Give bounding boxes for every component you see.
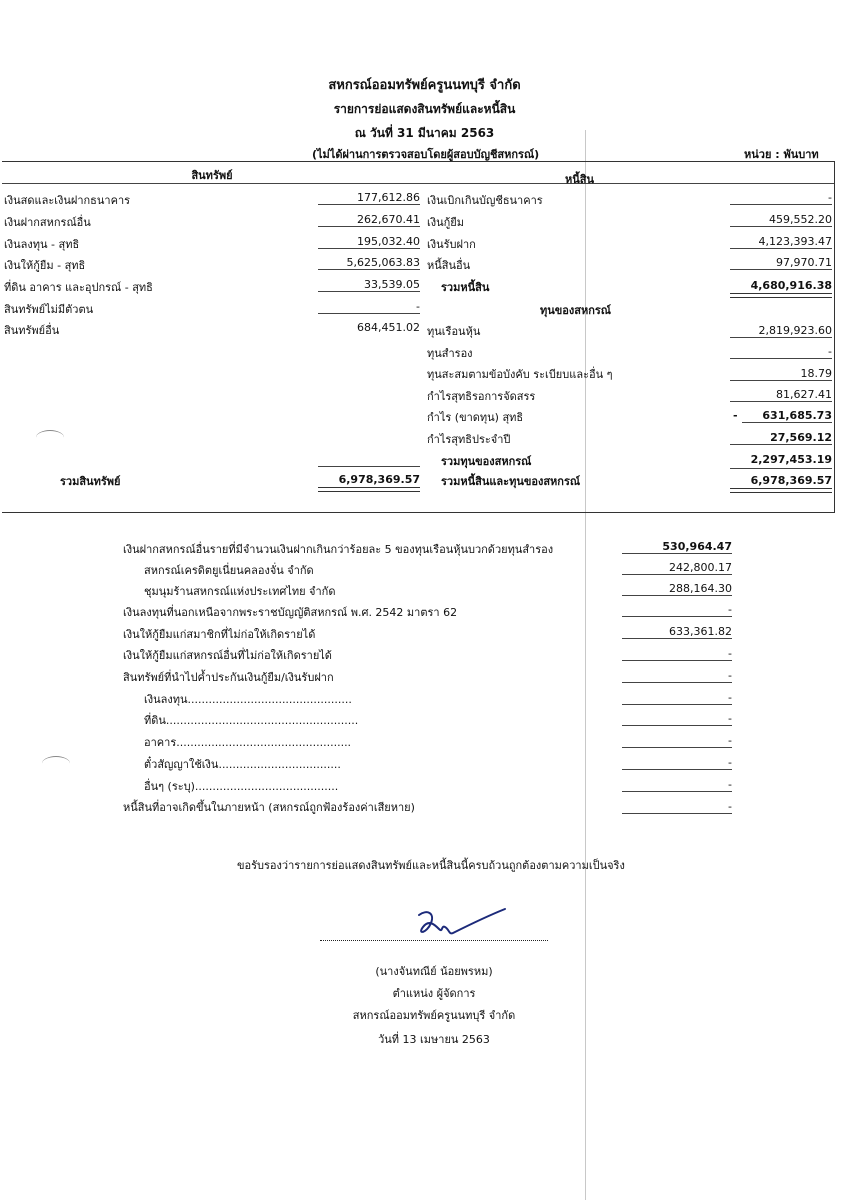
scan-mark [42,756,70,771]
equity-value: 81,627.41 [730,388,832,402]
note-value: - [622,778,732,792]
equity-total-value: 2,297,453.19 [750,453,832,466]
asset-value: 262,670.41 [318,213,420,227]
equity-total-rule [730,468,832,469]
note-label: เงินให้กู้ยืมแก่สมาชิกที่ไม่ก่อให้เกิดรายได้ [123,628,316,641]
note-value: 633,361.82 [622,625,732,639]
equity-label: ทุนสะสมตามข้อบังคับ ระเบียบและอื่น ๆ [427,368,613,381]
note-label: เงินลงทุนที่นอกเหนือจากพระราชบัญญัติสหกรณ์ พ.ศ. 2542 มาตรา 62 [123,606,458,619]
signer-org: สหกรณ์ออมทรัพย์ครูนนทบุรี จำกัด [352,1009,516,1022]
asset-value: 33,539.05 [318,278,420,292]
note-value: - [622,647,732,661]
note-value: - [622,669,732,683]
liability-label: เงินเบิกเกินบัญชีธนาคาร [427,194,543,207]
equity-value: 18.79 [730,367,832,381]
note-label: ชุมนุมร้านสหกรณ์แห่งประเทศไทย จำกัด [144,585,336,598]
org-title: สหกรณ์ออมทรัพย์ครูนนทบุรี จำกัด [328,78,521,93]
equity-value: 2,819,923.60 [730,324,832,338]
asset-value: 177,612.86 [318,191,420,205]
liability-label: เงินรับฝาก [427,238,476,251]
note-label: ตั๋วสัญญาใช้เงิน................................... [144,758,341,771]
assets-heading: สินทรัพย์ [191,169,233,182]
note-value: 242,800.17 [622,561,732,575]
note-label: อาคาร.................................................. [144,736,352,749]
note-label: เงินให้กู้ยืมแก่สหกรณ์อื่นที่ไม่ก่อให้เกิดรายได้ [123,649,332,662]
asset-value: 684,451.02 [357,321,420,334]
equity-value: - [730,345,832,359]
equity-total-label: รวมทุนของสหกรณ์ [441,455,532,468]
report-title: รายการย่อแสดงสินทรัพย์และหนี้สิน [333,102,516,116]
equity-value: 27,569.12 [730,431,832,445]
note-label: สหกรณ์เครดิตยูเนี่ยนคลองจั่น จำกัด [144,564,314,577]
grand-total-double-rule [730,488,832,493]
asset-total-rule [318,466,420,467]
note-label: เงินลงทุน............................................... [144,693,352,706]
liability-value: 97,970.71 [730,256,832,270]
liability-total-value: 4,680,916.38 [750,279,832,292]
certification-text: ขอรับรองว่ารายการย่อแสดงสินทรัพย์และหนี้สินนี้ครบถ้วนถูกต้องตามความเป็นจริง [237,859,625,872]
note-value: - [622,691,732,705]
note-value: 530,964.47 [622,540,732,554]
liability-total-label: รวมหนี้สิน [441,281,490,294]
equity-heading: ทุนของสหกรณ์ [540,304,612,317]
note-label: หนี้สินที่อาจเกิดขึ้นในภายหน้า (สหกรณ์ถูกฟ้องร้องค่าเสียหาย) [123,801,415,814]
note-label: ที่ดิน....................................................... [144,714,359,727]
asset-label: สินทรัพย์ไม่มีตัวตน [4,303,94,316]
liability-value: 459,552.20 [730,213,832,227]
note-value: - [622,712,732,726]
note-value: - [622,800,732,814]
liability-value: 4,123,393.47 [730,235,832,249]
note-label: อื่นๆ (ระบุ)......................................... [144,780,339,793]
unit-label: หน่วย : พันบาท [744,148,819,161]
asset-total-label: รวมสินทรัพย์ [60,475,121,488]
equity-label: ทุนเรือนหุ้น [427,325,481,338]
signature-line [320,940,548,941]
signer-name: (นางจันทณีย์ น้อยพรหม) [375,965,493,978]
liability-total-double-rule [730,293,832,298]
asset-value: 195,032.40 [318,235,420,249]
note-label: สินทรัพย์ที่นำไปค้ำประกันเงินกู้ยืม/เงินรับฝาก [123,671,334,684]
equity-value: 631,685.73 [742,409,832,423]
asset-value: - [318,300,420,314]
asset-label: เงินฝากสหกรณ์อื่น [4,216,91,229]
asset-value: 5,625,063.83 [318,256,420,270]
signature-date: วันที่ 13 เมษายน 2563 [378,1033,490,1046]
note-label: เงินฝากสหกรณ์อื่นรายที่มีจำนวนเงินฝากเกินกว่าร้อยละ 5 ของทุนเรือนหุ้นบวกด้วยทุนสำรอง [123,543,554,556]
asset-total-double-rule [318,487,420,492]
asset-label: เงินลงทุน - สุทธิ [4,238,80,251]
report-date: ณ วันที่ 31 มีนาคม 2563 [354,126,495,140]
asset-label: เงินสดและเงินฝากธนาคาร [4,194,131,207]
note-value: - [622,734,732,748]
audit-note: (ไม่ได้ผ่านการตรวจสอบโดยผู้สอบบัญชีสหกรณ์) [312,148,540,161]
equity-negative-sign: - [733,409,738,422]
liability-label: หนี้สินอื่น [427,259,471,272]
asset-label: สินทรัพย์อื่น [4,324,60,337]
equity-label: กำไรสุทธิรอการจัดสรร [427,390,536,403]
equity-label: กำไรสุทธิประจำปี [427,433,511,446]
asset-total-value: 6,978,369.57 [338,473,420,486]
equity-label: กำไร (ขาดทุน) สุทธิ [427,411,524,424]
asset-label: เงินให้กู้ยืม - สุทธิ [4,259,86,272]
note-value: - [622,756,732,770]
note-value: 288,164.30 [622,582,732,596]
liability-value: - [730,191,832,205]
liabilities-heading: หนี้สิน [565,173,595,186]
grand-total-label: รวมหนี้สินและทุนของสหกรณ์ [441,475,581,488]
signer-position: ตำแหน่ง ผู้จัดการ [392,987,476,1000]
note-value: - [622,603,732,617]
grand-total-value: 6,978,369.57 [750,474,832,487]
liability-label: เงินกู้ยืม [427,216,465,229]
asset-label: ที่ดิน อาคาร และอุปกรณ์ - สุทธิ [4,281,153,294]
scan-mark [36,430,64,445]
equity-label: ทุนสำรอง [427,347,473,360]
